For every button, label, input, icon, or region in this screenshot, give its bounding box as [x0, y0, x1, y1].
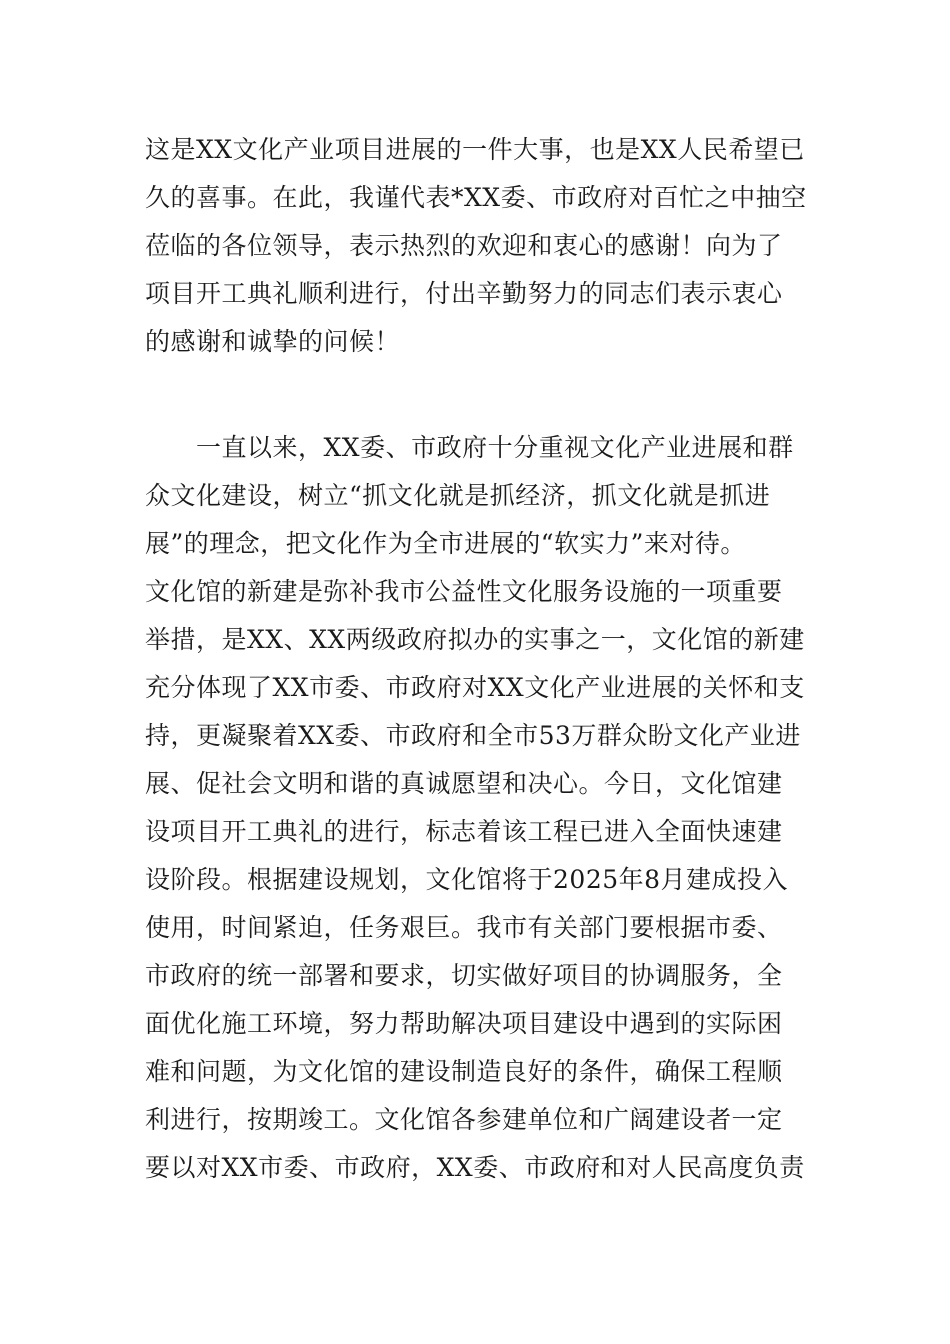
paragraph-1-line-4: 项目开工典礼顺利进行，付出辛勤努力的同志们表示衷心 [145, 279, 783, 308]
paragraph-1-line-3: 莅临的各位领导，表示热烈的欢迎和衷心的感谢！向为了 [145, 231, 783, 260]
paragraph-2-line-2: 众文化建设，树立“抓文化就是抓经济，抓文化就是抓进 [145, 481, 771, 510]
paragraph-2-line-16: 要以对XX市委、市政府，XX委、市政府和对人民高度负责 [145, 1153, 805, 1182]
paragraph-2-line-1: 一直以来，XX委、市政府十分重视文化产业进展和群 [145, 433, 794, 462]
paragraph-2-line-9: 设项目开工典礼的进行，标志着该工程已进入全面快速建 [145, 817, 783, 846]
paragraph-2-line-8: 展、促社会文明和谐的真诚愿望和决心。今日，文化馆建 [145, 769, 783, 798]
paragraph-2-line-6: 充分体现了XX市委、市政府对XX文化产业进展的关怀和支 [145, 673, 805, 702]
paragraph-2-line-14: 难和问题，为文化馆的建设制造良好的条件，确保工程顺 [145, 1057, 783, 1086]
paragraph-1-line-1: 这是XX文化产业项目进展的一件大事，也是XX人民希望已 [145, 135, 805, 164]
paragraph-2-line-12: 市政府的统一部署和要求，切实做好项目的协调服务，全 [145, 961, 783, 990]
paragraph-2-line-15: 利进行，按期竣工。文化馆各参建单位和广阔建设者一定 [145, 1105, 783, 1134]
paragraph-2-line-3: 展”的理念，把文化作为全市进展的“软实力”来对待。 [145, 529, 746, 558]
paragraph-2-line-4: 文化馆的新建是弥补我市公益性文化服务设施的一项重要 [145, 577, 783, 606]
paragraph-2-line-7: 持，更凝聚着XX委、市政府和全市53万群众盼文化产业进 [145, 721, 801, 750]
paragraph-1-line-5: 的感谢和诚挚的问候！ [145, 327, 401, 356]
paragraph-2-line-5: 举措，是XX、XX两级政府拟办的实事之一，文化馆的新建 [145, 625, 805, 654]
paragraph-2-line-11: 使用，时间紧迫，任务艰巨。我市有关部门要根据市委、 [145, 913, 783, 942]
paragraph-2-line-10: 设阶段。根据建设规划，文化馆将于2025年8月建成投入 [145, 865, 789, 894]
paragraph-2-line-13: 面优化施工环境，努力帮助解决项目建设中遇到的实际困 [145, 1009, 783, 1038]
paragraph-1-line-2: 久的喜事。在此，我谨代表*XX委、市政府对百忙之中抽空 [145, 183, 807, 212]
